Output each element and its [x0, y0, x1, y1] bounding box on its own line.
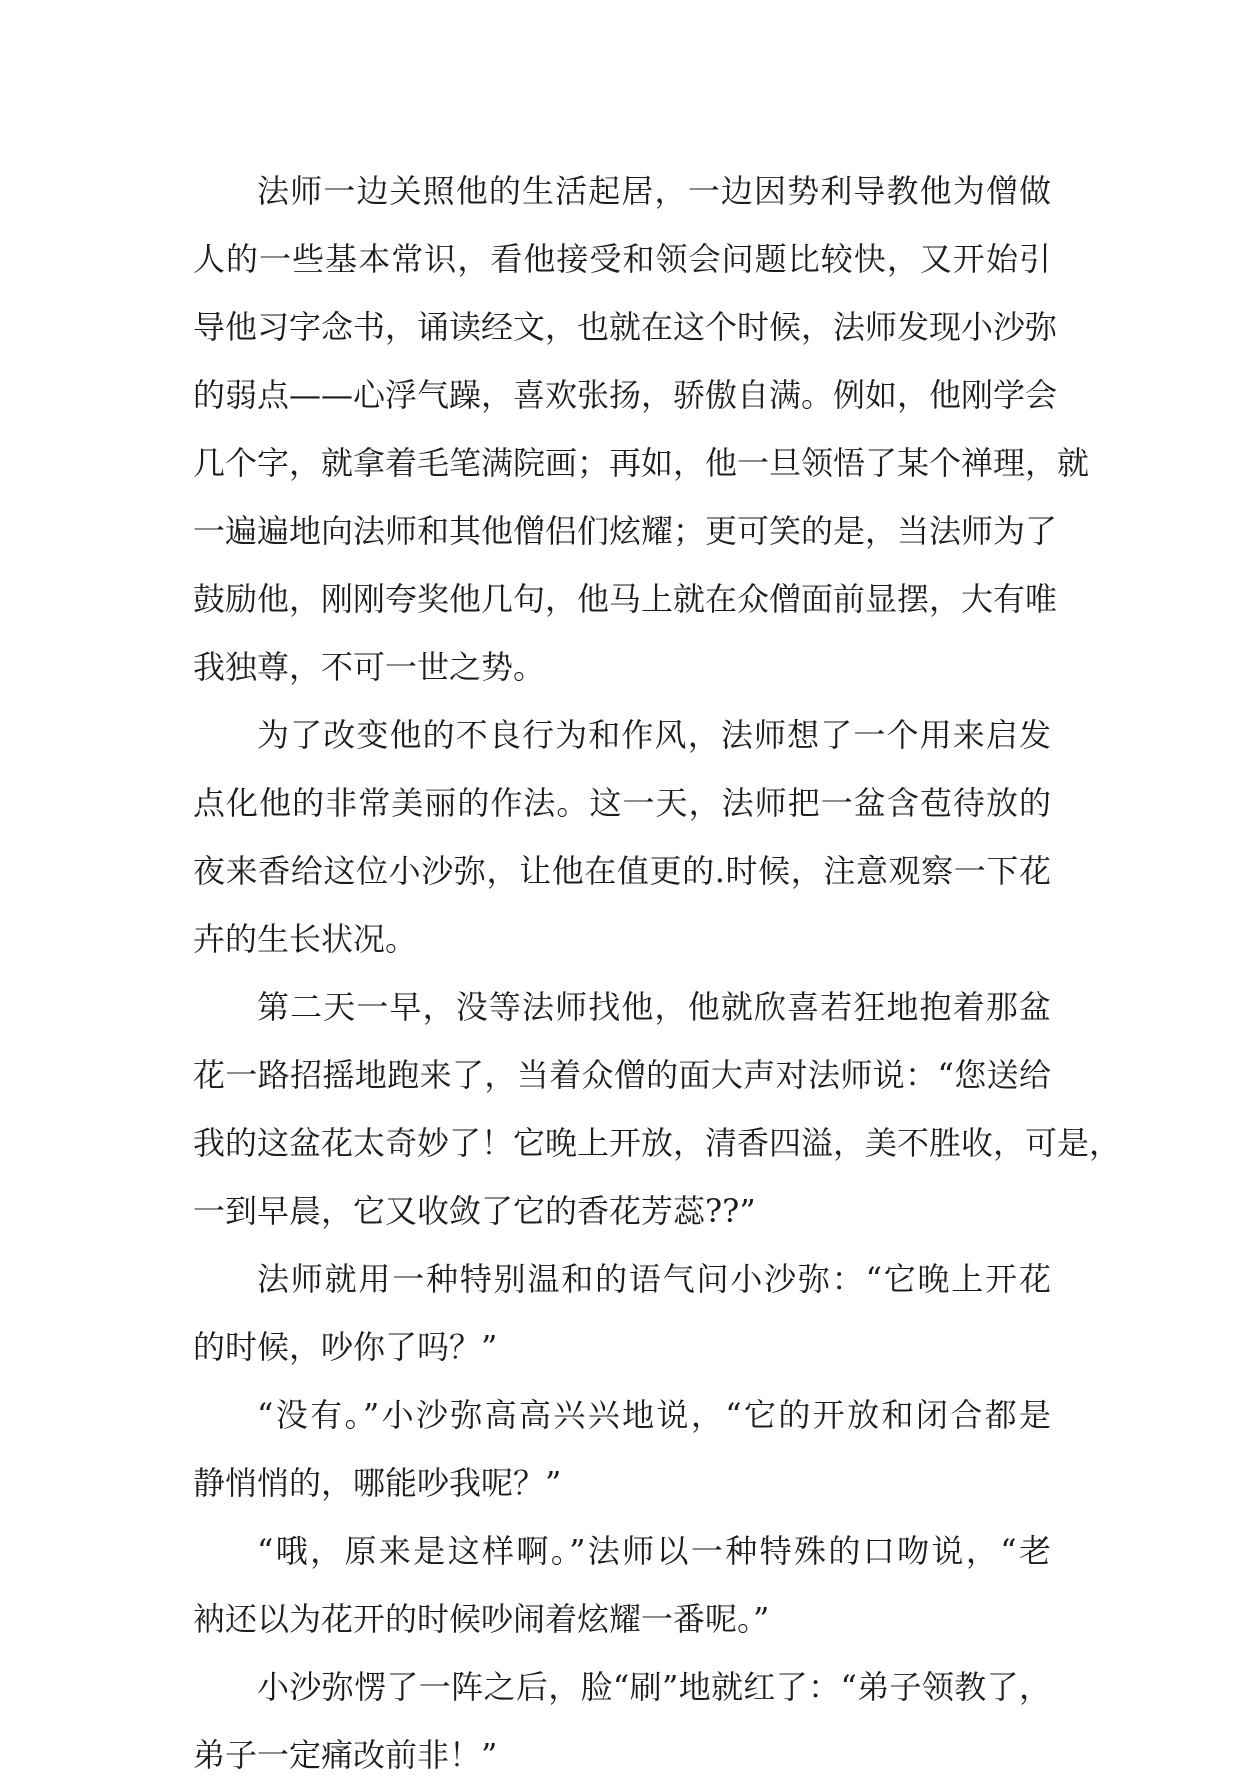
paragraph-line: 一到早晨，它又收敛了它的香花芳蕊??”	[193, 1192, 756, 1230]
paragraph-line: 点化他的非常美丽的作法。这一天，法师把一盆含苞待放的	[193, 784, 1051, 822]
paragraph-line: 小沙弥愣了一阵之后，脸“刷”地就红了：“弟子领教了，	[257, 1668, 1051, 1706]
document-body	[193, 157, 1122, 1789]
paragraph-line: 弟子一定痛改前非！”	[193, 1736, 498, 1774]
paragraph-line: 衲还以为花开的时候吵闹着炫耀一番呢。”	[193, 1600, 770, 1638]
paragraph-line: 夜来香给这位小沙弥，让他在值更的.时候，注意观察一下花	[193, 852, 1051, 890]
paragraph-line: 的时候，吵你了吗？”	[193, 1328, 498, 1366]
paragraph-line: 卉的生长状况。	[193, 920, 418, 958]
paragraph-line: 导他习字念书，诵读经文，也就在这个时候，法师发现小沙弥	[193, 308, 1058, 346]
paragraph-line: 一遍遍地向法师和其他僧侣们炫耀；更可笑的是，当法师为了	[193, 512, 1058, 550]
paragraph-line: 的弱点——心浮气躁，喜欢张扬，骄傲自满。例如，他刚学会	[193, 376, 1058, 414]
paragraph-line: 我的这盆花太奇妙了！它晚上开放，清香四溢，美不胜收，可是，	[193, 1124, 1122, 1162]
paragraph-line: “哦，原来是这样啊。”法师以一种特殊的口吻说，“老	[257, 1532, 1051, 1570]
paragraph-line: “没有。”小沙弥高高兴兴地说，“它的开放和闭合都是	[257, 1396, 1051, 1434]
paragraph-line: 几个字，就拿着毛笔满院画；再如，他一旦领悟了某个禅理，就	[193, 444, 1090, 482]
paragraph-line: 为了改变他的不良行为和作风，法师想了一个用来启发	[257, 716, 1051, 754]
paragraph-line: 静悄悄的，哪能吵我呢？”	[193, 1464, 562, 1502]
paragraph-line: 人的一些基本常识，看他接受和领会问题比较快，又开始引	[193, 240, 1051, 278]
paragraph-line: 花一路招摇地跑来了，当着众僧的面大声对法师说：“您送给	[193, 1056, 1051, 1094]
paragraph-line: 鼓励他，刚刚夸奖他几句，他马上就在众僧面前显摆，大有唯	[193, 580, 1058, 618]
paragraph-line: 法师就用一种特别温和的语气问小沙弥：“它晚上开花	[257, 1260, 1051, 1298]
paragraph-line: 第二天一早，没等法师找他，他就欣喜若狂地抱着那盆	[257, 988, 1051, 1026]
paragraph-line: 我独尊，不可一世之势。	[193, 648, 546, 686]
paragraph-line: 法师一边关照他的生活起居，一边因势利导教他为僧做	[257, 172, 1051, 210]
